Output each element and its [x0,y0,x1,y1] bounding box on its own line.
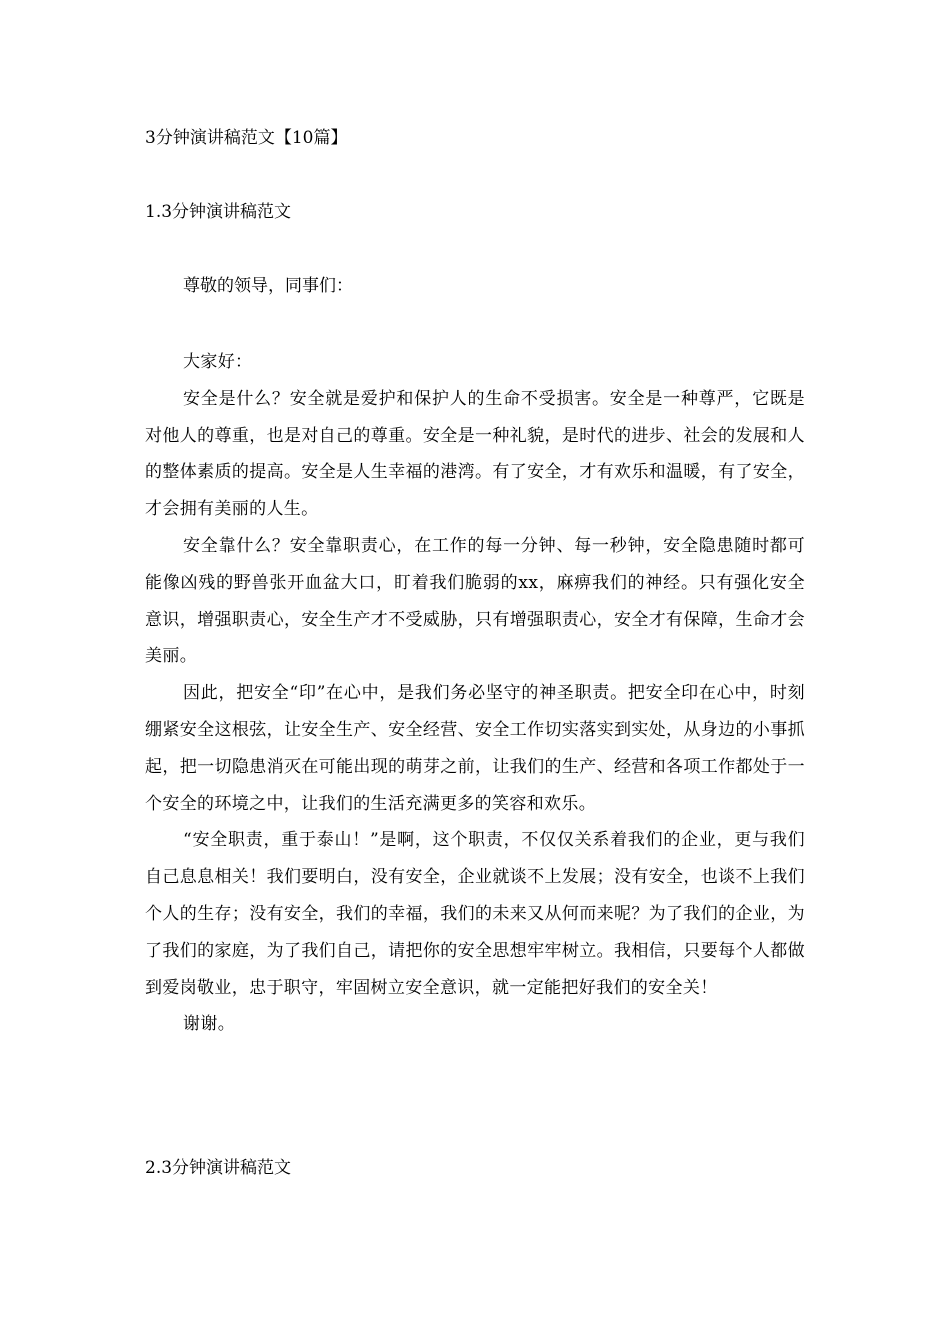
body-paragraph: 安全是什么？安全就是爱护和保护人的生命不受损害。安全是一种尊严，它既是对他人的尊重，也是对自己的尊重。安全是一种礼貌，是时代的进步、社会的发展和人的整体素质的提高。安全是人生幸福的港湾。有了安全，才有欢乐和温暖，有了安全，才会拥有美丽的人生。 [145,388,805,520]
body-paragraph: “安全职责，重于泰山！”是啊，这个职责，不仅仅关系着我们的企业，更与我们自己息息相关！我们要明白，没有安全，企业就谈不上发展；没有安全，也谈不上我们个人的生存；没有安全，我们的幸福，我们的未来又从何而来呢？为了我们的企业，为了我们的家庭，为了我们自己，请把你的安全思想牢牢树立。我相信，只要每个人都做到爱岗敬业，忠于职守，牢固树立安全意识，就一定能把好我们的安全关！ [145,830,805,998]
salutation: 尊敬的领导，同事们： [183,276,353,296]
section-heading-1: 1.3分钟演讲稿范文 [145,202,292,222]
body-paragraph: 因此，把安全“印”在心中，是我们务必坚守的神圣职责。把安全印在心中，时刻绷紧安全这根弦，让安全生产、安全经营、安全工作切实落实到实处，从身边的小事抓起，把一切隐患消灭在可能出现的萌芽之前，让我们的生产、经营和各项工作都处于一个安全的环境之中，让我们的生活充满更多的笑容和欢乐。 [145,683,805,814]
section-heading-2: 2.3分钟演讲稿范文 [145,1158,292,1178]
speech-body [145,344,805,1043]
greeting-paragraph: 大家好： [183,352,253,372]
closing-paragraph: 谢谢。 [183,1014,236,1035]
document-title: 3分钟演讲稿范文【10篇】 [145,128,348,148]
body-paragraph: 安全靠什么？安全靠职责心，在工作的每一分钟、每一秒钟，安全隐患随时都可能像凶残的野兽张开血盆大口，盯着我们脆弱的xx，麻痹我们的神经。只有强化安全意识，增强职责心，安全生产才不受威胁，只有增强职责心，安全才有保障，生命才会美丽。 [145,535,805,667]
